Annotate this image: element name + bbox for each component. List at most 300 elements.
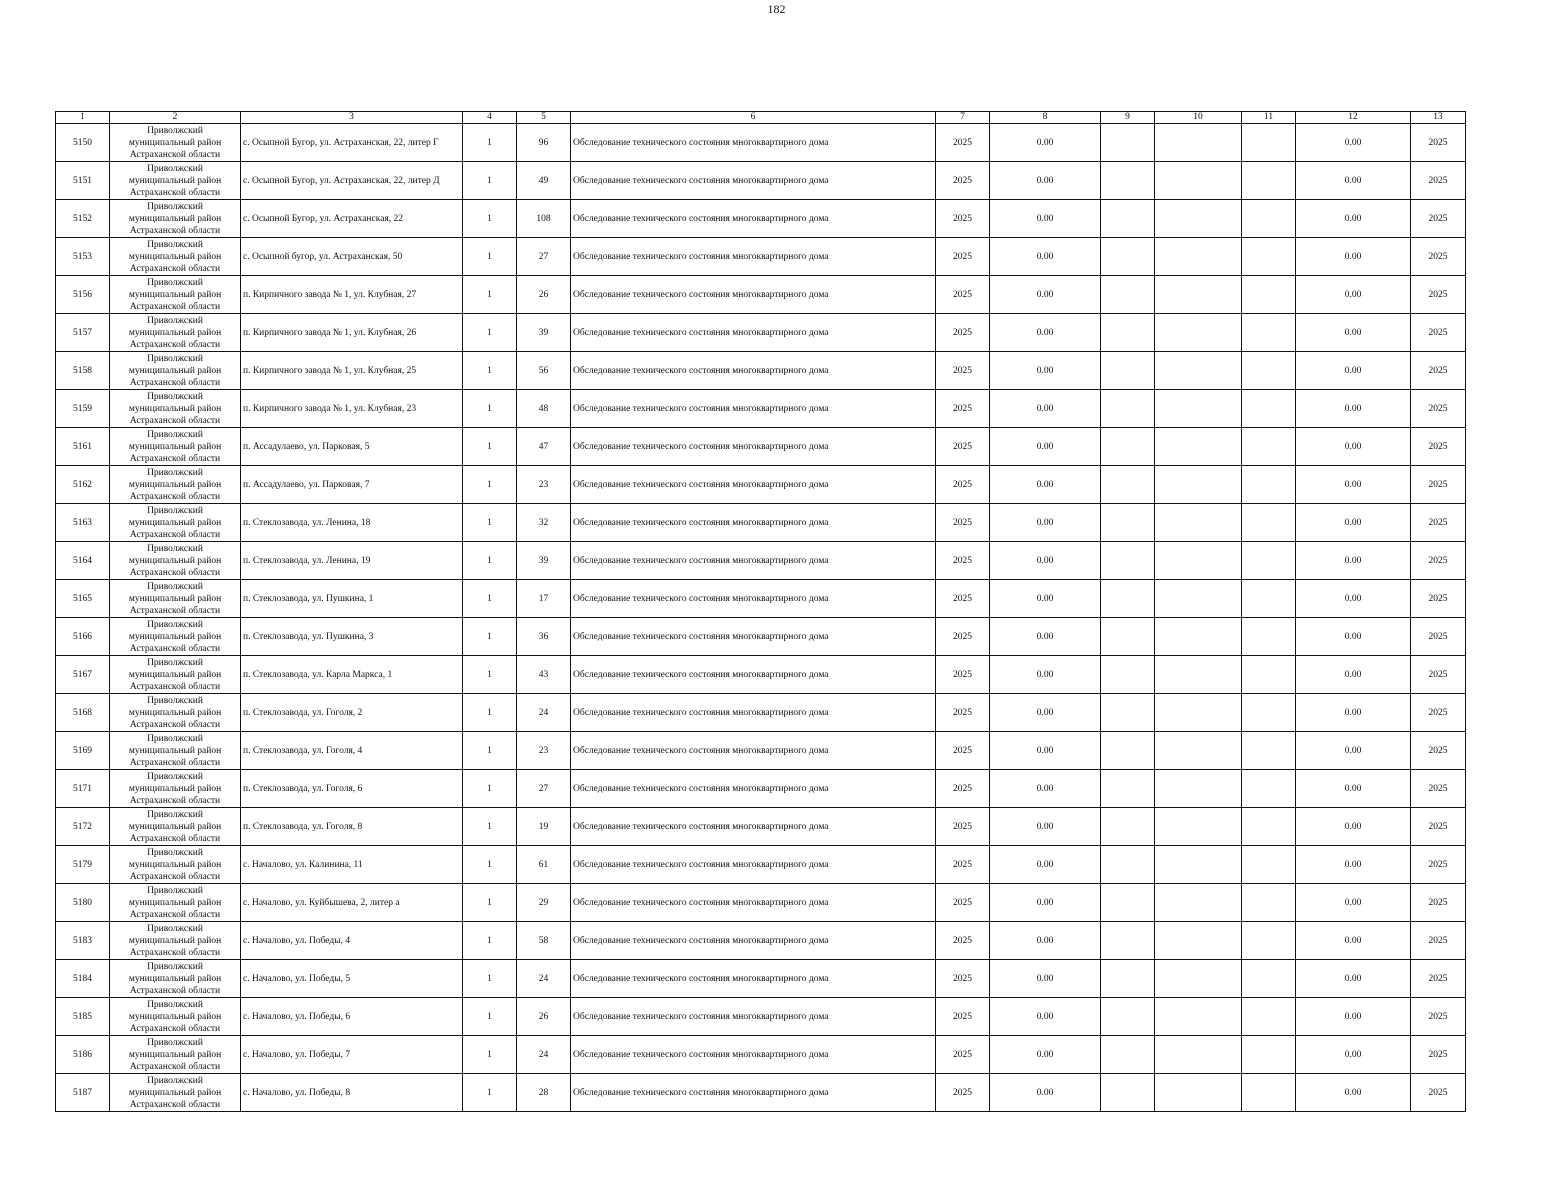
cost-cell: 0.00 <box>990 428 1101 466</box>
empty-cell <box>1101 504 1155 542</box>
empty-cell <box>1242 732 1296 770</box>
table-row <box>56 808 1466 846</box>
cost-cell: 0.00 <box>990 884 1101 922</box>
value-cell: 58 <box>517 922 571 960</box>
empty-cell <box>1242 200 1296 238</box>
building-count-cell: 1 <box>463 428 517 466</box>
district-line: муниципальный район <box>128 479 222 490</box>
row-number-cell: 5186 <box>56 1036 110 1074</box>
district-line: муниципальный район <box>128 327 222 338</box>
empty-cell <box>1155 276 1242 314</box>
value-cell: 29 <box>517 884 571 922</box>
year-cell: 2025 <box>936 656 990 694</box>
row-number-cell: 5151 <box>56 162 110 200</box>
work-type-cell: Обследование технического состояния многоквартирного дома <box>571 694 936 732</box>
building-count-cell: 1 <box>463 390 517 428</box>
row-number-cell: 5180 <box>56 884 110 922</box>
district-line: Астраханской области <box>129 1099 221 1110</box>
empty-cell <box>1101 314 1155 352</box>
empty-cell <box>1101 162 1155 200</box>
address-cell: п. Стеклозавода, ул. Гоголя, 2 <box>241 694 463 732</box>
building-count-cell: 1 <box>463 542 517 580</box>
building-count-cell: 1 <box>463 314 517 352</box>
empty-cell <box>1155 466 1242 504</box>
work-type-cell: Обследование технического состояния многоквартирного дома <box>571 960 936 998</box>
address-cell: п. Стеклозавода, ул. Ленина, 19 <box>241 542 463 580</box>
district-line: Приволжский <box>147 467 203 478</box>
address-cell: с. Началово, ул. Победы, 4 <box>241 922 463 960</box>
district-line: Астраханской области <box>129 149 221 160</box>
year-cell: 2025 <box>1411 314 1466 352</box>
header-row <box>56 112 1466 124</box>
empty-cell <box>1101 200 1155 238</box>
district-line: Приволжский <box>147 429 203 440</box>
year-cell: 2025 <box>1411 1074 1466 1112</box>
cost-cell: 0.00 <box>1296 884 1411 922</box>
district-line: муниципальный район <box>128 555 222 566</box>
year-cell: 2025 <box>936 618 990 656</box>
work-type-cell: Обследование технического состояния многоквартирного дома <box>571 732 936 770</box>
table-row <box>56 466 1466 504</box>
empty-cell <box>1101 618 1155 656</box>
address-cell: с. Осыпной Бугор, ул. Астраханская, 22, литер Г <box>241 124 463 162</box>
year-cell: 2025 <box>1411 618 1466 656</box>
row-number-cell: 5167 <box>56 656 110 694</box>
empty-cell <box>1155 1074 1242 1112</box>
cost-cell: 0.00 <box>990 732 1101 770</box>
empty-cell <box>1155 770 1242 808</box>
year-cell: 2025 <box>1411 162 1466 200</box>
year-cell: 2025 <box>936 162 990 200</box>
cost-cell: 0.00 <box>990 200 1101 238</box>
empty-cell <box>1242 352 1296 390</box>
value-cell: 26 <box>517 276 571 314</box>
column-header-11: 11 <box>1242 112 1296 124</box>
empty-cell <box>1242 162 1296 200</box>
empty-cell <box>1155 884 1242 922</box>
address-cell: с. Началово, ул. Победы, 7 <box>241 1036 463 1074</box>
empty-cell <box>1155 428 1242 466</box>
district-line: муниципальный район <box>128 365 222 376</box>
district-line: Приволжский <box>147 847 203 858</box>
cost-cell: 0.00 <box>1296 200 1411 238</box>
building-count-cell: 1 <box>463 694 517 732</box>
year-cell: 2025 <box>936 238 990 276</box>
district-line: муниципальный район <box>128 631 222 642</box>
district-line: Астраханской области <box>129 491 221 502</box>
work-type-cell: Обследование технического состояния многоквартирного дома <box>571 998 936 1036</box>
district-line: Астраханской области <box>129 339 221 350</box>
district-line: Приволжский <box>147 315 203 326</box>
table-row <box>56 770 1466 808</box>
work-type-cell: Обследование технического состояния многоквартирного дома <box>571 200 936 238</box>
address-cell: п. Ассадулаево, ул. Парковая, 7 <box>241 466 463 504</box>
district-line: Приволжский <box>147 201 203 212</box>
district-line: Астраханской области <box>129 225 221 236</box>
cost-cell: 0.00 <box>990 276 1101 314</box>
address-cell: п. Стеклозавода, ул. Пушкина, 3 <box>241 618 463 656</box>
value-cell: 23 <box>517 732 571 770</box>
empty-cell <box>1101 960 1155 998</box>
row-number-cell: 5158 <box>56 352 110 390</box>
district-cell <box>110 960 241 998</box>
district-line: Приволжский <box>147 543 203 554</box>
building-count-cell: 1 <box>463 352 517 390</box>
cost-cell: 0.00 <box>1296 770 1411 808</box>
district-cell <box>110 504 241 542</box>
value-cell: 36 <box>517 618 571 656</box>
row-number-cell: 5172 <box>56 808 110 846</box>
value-cell: 17 <box>517 580 571 618</box>
district-line: Приволжский <box>147 163 203 174</box>
address-cell: с. Осыпной бугор, ул. Астраханская, 50 <box>241 238 463 276</box>
empty-cell <box>1242 656 1296 694</box>
address-cell: с. Осыпной Бугор, ул. Астраханская, 22 <box>241 200 463 238</box>
year-cell: 2025 <box>936 124 990 162</box>
value-cell: 24 <box>517 694 571 732</box>
district-line: Астраханской области <box>129 871 221 882</box>
row-number-cell: 5157 <box>56 314 110 352</box>
cost-cell: 0.00 <box>990 352 1101 390</box>
year-cell: 2025 <box>1411 770 1466 808</box>
district-line: муниципальный район <box>128 593 222 604</box>
building-count-cell: 1 <box>463 200 517 238</box>
year-cell: 2025 <box>1411 732 1466 770</box>
empty-cell <box>1242 694 1296 732</box>
building-count-cell: 1 <box>463 124 517 162</box>
empty-cell <box>1101 808 1155 846</box>
district-cell <box>110 770 241 808</box>
empty-cell <box>1101 656 1155 694</box>
empty-cell <box>1155 808 1242 846</box>
work-type-cell: Обследование технического состояния многоквартирного дома <box>571 884 936 922</box>
cost-cell: 0.00 <box>990 694 1101 732</box>
district-cell <box>110 922 241 960</box>
cost-cell: 0.00 <box>1296 998 1411 1036</box>
district-line: Приволжский <box>147 733 203 744</box>
work-type-cell: Обследование технического состояния многоквартирного дома <box>571 162 936 200</box>
empty-cell <box>1242 238 1296 276</box>
work-type-cell: Обследование технического состояния многоквартирного дома <box>571 808 936 846</box>
building-count-cell: 1 <box>463 1074 517 1112</box>
cost-cell: 0.00 <box>1296 960 1411 998</box>
value-cell: 39 <box>517 542 571 580</box>
column-header-5: 5 <box>517 112 571 124</box>
district-cell <box>110 732 241 770</box>
row-number-cell: 5183 <box>56 922 110 960</box>
value-cell: 27 <box>517 770 571 808</box>
year-cell: 2025 <box>936 770 990 808</box>
year-cell: 2025 <box>936 314 990 352</box>
cost-cell: 0.00 <box>1296 732 1411 770</box>
district-line: муниципальный район <box>128 897 222 908</box>
year-cell: 2025 <box>936 580 990 618</box>
district-line: муниципальный район <box>128 251 222 262</box>
district-line: муниципальный район <box>128 1011 222 1022</box>
row-number-cell: 5169 <box>56 732 110 770</box>
value-cell: 19 <box>517 808 571 846</box>
empty-cell <box>1101 276 1155 314</box>
district-line: Астраханской области <box>129 643 221 654</box>
building-count-cell: 1 <box>463 922 517 960</box>
row-number-cell: 5162 <box>56 466 110 504</box>
empty-cell <box>1101 922 1155 960</box>
cost-cell: 0.00 <box>1296 428 1411 466</box>
work-type-cell: Обследование технического состояния многоквартирного дома <box>571 428 936 466</box>
empty-cell <box>1242 314 1296 352</box>
cost-cell: 0.00 <box>990 314 1101 352</box>
year-cell: 2025 <box>936 200 990 238</box>
value-cell: 96 <box>517 124 571 162</box>
year-cell: 2025 <box>1411 846 1466 884</box>
district-line: муниципальный район <box>128 1049 222 1060</box>
building-count-cell: 1 <box>463 846 517 884</box>
empty-cell <box>1101 846 1155 884</box>
empty-cell <box>1242 960 1296 998</box>
table-body <box>56 124 1466 1112</box>
table-row <box>56 162 1466 200</box>
district-line: муниципальный район <box>128 973 222 984</box>
cost-cell: 0.00 <box>1296 352 1411 390</box>
district-line: Астраханской области <box>129 529 221 540</box>
row-number-cell: 5161 <box>56 428 110 466</box>
year-cell: 2025 <box>1411 428 1466 466</box>
district-line: муниципальный район <box>128 1087 222 1098</box>
empty-cell <box>1242 884 1296 922</box>
work-type-cell: Обследование технического состояния многоквартирного дома <box>571 770 936 808</box>
table-row <box>56 732 1466 770</box>
year-cell: 2025 <box>1411 466 1466 504</box>
row-number-cell: 5156 <box>56 276 110 314</box>
column-header-8: 8 <box>990 112 1101 124</box>
table-row <box>56 428 1466 466</box>
work-type-cell: Обследование технического состояния многоквартирного дома <box>571 1036 936 1074</box>
year-cell: 2025 <box>936 1036 990 1074</box>
district-line: Приволжский <box>147 619 203 630</box>
district-line: Астраханской области <box>129 909 221 920</box>
empty-cell <box>1101 998 1155 1036</box>
cost-cell: 0.00 <box>990 542 1101 580</box>
district-line: Астраханской области <box>129 681 221 692</box>
district-cell <box>110 238 241 276</box>
empty-cell <box>1101 694 1155 732</box>
cost-cell: 0.00 <box>1296 922 1411 960</box>
year-cell: 2025 <box>1411 960 1466 998</box>
district-line: Астраханской области <box>129 301 221 312</box>
empty-cell <box>1155 1036 1242 1074</box>
empty-cell <box>1242 1036 1296 1074</box>
column-header-2: 2 <box>110 112 241 124</box>
year-cell: 2025 <box>936 694 990 732</box>
district-cell <box>110 1074 241 1112</box>
year-cell: 2025 <box>1411 276 1466 314</box>
district-line: Приволжский <box>147 885 203 896</box>
table-row <box>56 998 1466 1036</box>
cost-cell: 0.00 <box>990 618 1101 656</box>
cost-cell: 0.00 <box>1296 618 1411 656</box>
address-cell: с. Осыпной Бугор, ул. Астраханская, 22, литер Д <box>241 162 463 200</box>
cost-cell: 0.00 <box>990 808 1101 846</box>
empty-cell <box>1155 960 1242 998</box>
empty-cell <box>1155 238 1242 276</box>
cost-cell: 0.00 <box>1296 846 1411 884</box>
address-cell: п. Стеклозавода, ул. Карла Маркса, 1 <box>241 656 463 694</box>
cost-cell: 0.00 <box>1296 124 1411 162</box>
building-count-cell: 1 <box>463 618 517 656</box>
address-cell: с. Началово, ул. Победы, 8 <box>241 1074 463 1112</box>
empty-cell <box>1242 428 1296 466</box>
empty-cell <box>1101 542 1155 580</box>
table-row <box>56 618 1466 656</box>
year-cell: 2025 <box>1411 124 1466 162</box>
table-row <box>56 656 1466 694</box>
building-count-cell: 1 <box>463 770 517 808</box>
empty-cell <box>1101 1036 1155 1074</box>
year-cell: 2025 <box>936 466 990 504</box>
cost-cell: 0.00 <box>1296 162 1411 200</box>
table-row <box>56 200 1466 238</box>
empty-cell <box>1242 998 1296 1036</box>
row-number-cell: 5168 <box>56 694 110 732</box>
cost-cell: 0.00 <box>990 960 1101 998</box>
empty-cell <box>1242 580 1296 618</box>
empty-cell <box>1155 124 1242 162</box>
column-header-3: 3 <box>241 112 463 124</box>
district-cell <box>110 1036 241 1074</box>
year-cell: 2025 <box>936 276 990 314</box>
building-count-cell: 1 <box>463 960 517 998</box>
work-type-cell: Обследование технического состояния многоквартирного дома <box>571 542 936 580</box>
district-cell <box>110 162 241 200</box>
value-cell: 43 <box>517 656 571 694</box>
work-type-cell: Обследование технического состояния многоквартирного дома <box>571 238 936 276</box>
empty-cell <box>1155 390 1242 428</box>
district-line: Астраханской области <box>129 415 221 426</box>
district-line: Приволжский <box>147 239 203 250</box>
address-cell: п. Кирпичного завода № 1, ул. Клубная, 25 <box>241 352 463 390</box>
row-number-cell: 5159 <box>56 390 110 428</box>
year-cell: 2025 <box>936 922 990 960</box>
district-line: муниципальный район <box>128 403 222 414</box>
table-row <box>56 580 1466 618</box>
empty-cell <box>1155 314 1242 352</box>
district-line: муниципальный район <box>128 935 222 946</box>
year-cell: 2025 <box>936 808 990 846</box>
work-type-cell: Обследование технического состояния многоквартирного дома <box>571 352 936 390</box>
value-cell: 47 <box>517 428 571 466</box>
column-header-7: 7 <box>936 112 990 124</box>
year-cell: 2025 <box>1411 542 1466 580</box>
year-cell: 2025 <box>1411 504 1466 542</box>
building-count-cell: 1 <box>463 998 517 1036</box>
cost-cell: 0.00 <box>990 656 1101 694</box>
district-line: Астраханской области <box>129 985 221 996</box>
empty-cell <box>1242 466 1296 504</box>
empty-cell <box>1155 618 1242 656</box>
empty-cell <box>1242 618 1296 656</box>
empty-cell <box>1101 770 1155 808</box>
district-line: Астраханской области <box>129 1061 221 1072</box>
district-cell <box>110 580 241 618</box>
district-line: Астраханской области <box>129 567 221 578</box>
column-header-10: 10 <box>1155 112 1242 124</box>
district-line: Астраханской области <box>129 187 221 198</box>
empty-cell <box>1101 884 1155 922</box>
district-line: Приволжский <box>147 581 203 592</box>
work-type-cell: Обследование технического состояния многоквартирного дома <box>571 656 936 694</box>
cost-cell: 0.00 <box>1296 238 1411 276</box>
work-type-cell: Обследование технического состояния многоквартирного дома <box>571 314 936 352</box>
empty-cell <box>1155 998 1242 1036</box>
empty-cell <box>1155 694 1242 732</box>
district-line: Астраханской области <box>129 263 221 274</box>
district-line: Приволжский <box>147 771 203 782</box>
building-count-cell: 1 <box>463 1036 517 1074</box>
empty-cell <box>1242 846 1296 884</box>
district-line: Приволжский <box>147 923 203 934</box>
year-cell: 2025 <box>1411 238 1466 276</box>
table-row <box>56 960 1466 998</box>
table-row <box>56 276 1466 314</box>
table-row <box>56 238 1466 276</box>
table-row <box>56 542 1466 580</box>
work-type-cell: Обследование технического состояния многоквартирного дома <box>571 390 936 428</box>
district-line: Приволжский <box>147 999 203 1010</box>
empty-cell <box>1101 1074 1155 1112</box>
empty-cell <box>1155 352 1242 390</box>
cost-cell: 0.00 <box>1296 1036 1411 1074</box>
cost-cell: 0.00 <box>990 922 1101 960</box>
table-row <box>56 884 1466 922</box>
address-cell: п. Кирпичного завода № 1, ул. Клубная, 26 <box>241 314 463 352</box>
address-cell: п. Кирпичного завода № 1, ул. Клубная, 27 <box>241 276 463 314</box>
cost-cell: 0.00 <box>990 580 1101 618</box>
address-cell: с. Началово, ул. Куйбышева, 2, литер а <box>241 884 463 922</box>
row-number-cell: 5152 <box>56 200 110 238</box>
year-cell: 2025 <box>1411 352 1466 390</box>
address-cell: п. Стеклозавода, ул. Гоголя, 4 <box>241 732 463 770</box>
district-line: Приволжский <box>147 809 203 820</box>
district-line: муниципальный район <box>128 707 222 718</box>
empty-cell <box>1101 390 1155 428</box>
column-header-6: 6 <box>571 112 936 124</box>
column-header-9: 9 <box>1101 112 1155 124</box>
value-cell: 24 <box>517 960 571 998</box>
address-cell: с. Началово, ул. Калинина, 11 <box>241 846 463 884</box>
empty-cell <box>1155 580 1242 618</box>
empty-cell <box>1242 390 1296 428</box>
table-row <box>56 1036 1466 1074</box>
district-line: Приволжский <box>147 1037 203 1048</box>
year-cell: 2025 <box>936 846 990 884</box>
table-row <box>56 314 1466 352</box>
work-type-cell: Обследование технического состояния многоквартирного дома <box>571 276 936 314</box>
district-line: Астраханской области <box>129 1023 221 1034</box>
district-cell <box>110 846 241 884</box>
empty-cell <box>1242 922 1296 960</box>
empty-cell <box>1101 466 1155 504</box>
district-line: Приволжский <box>147 391 203 402</box>
cost-cell: 0.00 <box>1296 694 1411 732</box>
district-cell <box>110 542 241 580</box>
row-number-cell: 5165 <box>56 580 110 618</box>
district-cell <box>110 314 241 352</box>
district-line: муниципальный район <box>128 669 222 680</box>
district-cell <box>110 200 241 238</box>
empty-cell <box>1242 542 1296 580</box>
value-cell: 27 <box>517 238 571 276</box>
cost-cell: 0.00 <box>1296 656 1411 694</box>
